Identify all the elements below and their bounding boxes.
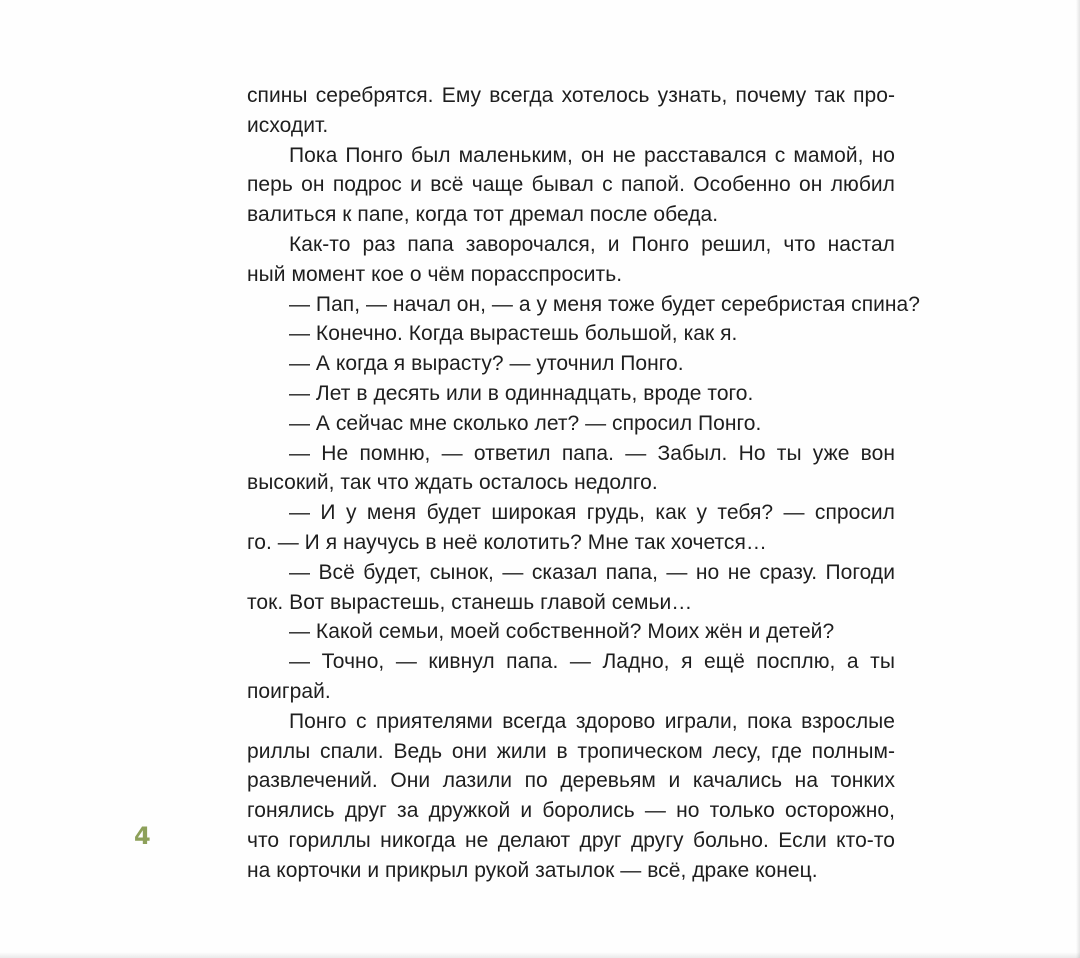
text-line: поиграй. bbox=[247, 679, 331, 703]
text-line: исходит. bbox=[247, 113, 329, 137]
text-line: — А сейчас мне сколько лет? — спросил Понго. bbox=[289, 411, 762, 435]
text-line: — Точно, — кивнул папа. — Ладно, я ещё посплю, а ты bbox=[289, 650, 895, 674]
text-line: — Конечно. Когда вырастешь большой, как я. bbox=[289, 322, 738, 346]
page-edge-shadow-bottom bbox=[0, 952, 1080, 958]
text-line: — Не помню, — ответил папа. — Забыл. Но ты уже вон bbox=[289, 441, 895, 465]
text-line: риллы спали. Ведь они жили в тропическом лесу, где полным- bbox=[247, 739, 895, 763]
text-line: — Всё будет, сынок, — сказал папа, — но не сразу. Погоди bbox=[289, 560, 895, 584]
text-line: на корточки и прикрыл рукой затылок — всё, драке конец. bbox=[247, 858, 818, 882]
text-line: высокий, так что ждать осталось недолго. bbox=[247, 471, 658, 495]
text-line: Как-то раз папа заворочался, и Понго решил, что настал bbox=[289, 232, 895, 256]
text-line: — И у меня будет широкая грудь, как у тебя? — спросил bbox=[289, 501, 895, 525]
text-line: ный момент кое о чём порасспросить. bbox=[247, 262, 623, 286]
text-line: что гориллы никогда не делают друг другу больно. Если кто-то bbox=[247, 828, 895, 852]
text-line: ток. Вот вырастешь, станешь главой семьи… bbox=[247, 590, 693, 614]
text-line: — Пап, — начал он, — а у меня тоже будет серебристая спина? bbox=[289, 292, 921, 316]
text-line: гонялись друг за дружкой и боролись — но только осторожно, bbox=[247, 799, 895, 823]
text-line: валиться к папе, когда тот дремал после обеда. bbox=[247, 203, 719, 227]
text-line: — Лет в десять или в одиннадцать, вроде того. bbox=[289, 381, 754, 405]
text-line: развлечений. Они лазили по деревьям и качались на тонких bbox=[247, 769, 895, 793]
text-line: Пока Понго был маленьким, он не расставался с мамой, но bbox=[289, 143, 895, 167]
page-edge-shadow-right bbox=[1076, 0, 1080, 958]
text-line: спины серебрятся. Ему всегда хотелось узнать, почему так про- bbox=[247, 84, 895, 107]
text-line: — А когда я вырасту? — уточнил Понго. bbox=[289, 352, 684, 376]
body-text bbox=[247, 81, 921, 886]
text-line: го. — И я научусь в неё колотить? Мне так хочется… bbox=[247, 530, 767, 554]
text-line: — Какой семьи, моей собственной? Моих жён и детей? bbox=[289, 620, 835, 644]
page-number: 4 bbox=[134, 822, 151, 850]
text-line: Понго с приятелями всегда здорово играли, пока взрослые bbox=[289, 709, 895, 733]
text-line: перь он подрос и всё чаще бывал с папой. Особенно он любил bbox=[247, 173, 895, 197]
